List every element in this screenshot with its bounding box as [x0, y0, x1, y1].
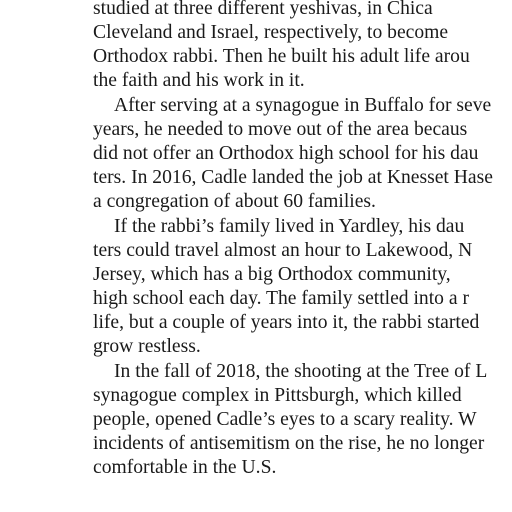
text-line-13: high school each day. The family settled into a r	[93, 288, 469, 309]
text-line-7: did not offer an Orthodox high school for his dau	[93, 143, 479, 164]
text-line-3: Orthodox rabbi. Then he built his adult life arou	[93, 46, 470, 67]
text-line-11: ters could travel almost an hour to Lakewood, N	[93, 240, 473, 261]
text-line-17: synagogue complex in Pittsburgh, which killed	[93, 385, 462, 406]
text-line-15: grow restless.	[93, 336, 201, 357]
text-line-4: the faith and his work in it.	[93, 70, 305, 91]
text-line-2: Cleveland and Israel, respectively, to become	[93, 22, 449, 43]
text-line-1: studied at three different yeshivas, in Chica	[93, 0, 433, 19]
text-line-18: people, opened Cadle’s eyes to a scary reality. W	[93, 409, 477, 430]
text-line-9: a congregation of about 60 families.	[93, 191, 376, 212]
text-line-19: incidents of antisemitism on the rise, he no longer	[93, 433, 485, 454]
text-line-14: life, but a couple of years into it, the rabbi started	[93, 312, 480, 333]
text-line-8: ters. In 2016, Cadle landed the job at Knesset Hase	[93, 167, 493, 188]
text-line-16: In the fall of 2018, the shooting at the Tree of L	[114, 361, 488, 382]
text-line-20: comfortable in the U.S.	[93, 457, 277, 478]
text-line-12: Jersey, which has a big Orthodox community,	[93, 264, 451, 285]
text-line-6: years, he needed to move out of the area becaus	[93, 119, 468, 140]
text-line-5: After serving at a synagogue in Buffalo for seve	[114, 95, 492, 116]
text-line-10: If the rabbi’s family lived in Yardley, his dau	[114, 216, 465, 237]
